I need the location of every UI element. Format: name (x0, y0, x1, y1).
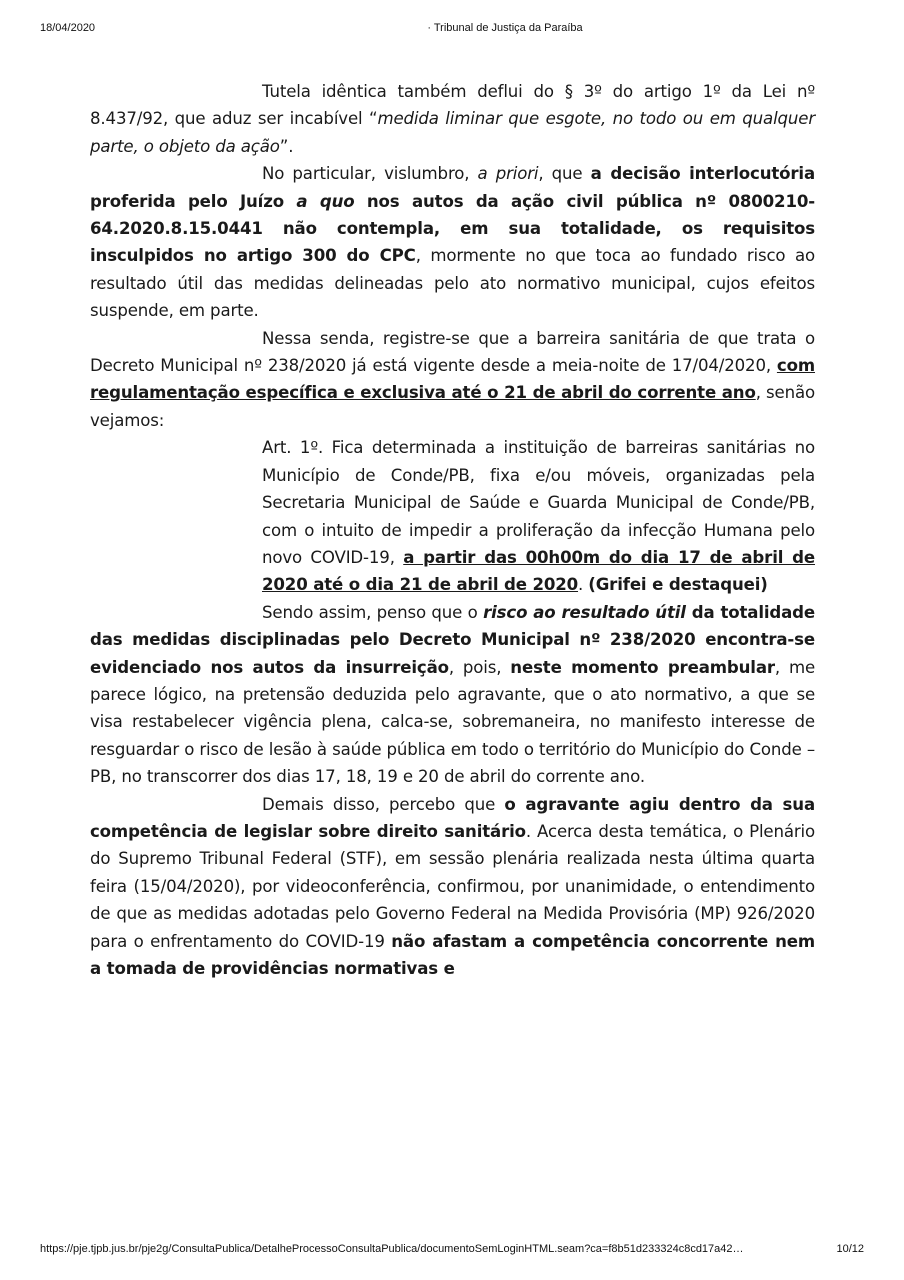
paragraph-4-text-3: , me parece lógico, na pretensão deduzida pelo agravante, que o ato normativo, a que se visa restabelecer vigência plena, calca-se, sobremaneira, no manifesto interesse de resguardar o risco de lesão à saúde pública em todo o território do Município do Conde – PB, no transcorrer dos dias 17, 18, 19 e 20 de abril do corrente ano. (90, 657, 816, 787)
paragraph-4-bold: da totalidade das medidas disciplinadas pelo Decreto Municipal nº 238/2020 encontra-se evidenciado nos autos da insurreição (90, 602, 816, 677)
paragraph-5-text-2: . Acerca desta temática, o Plenário do Supremo Tribunal Federal (STF), em sessão plenária realizada nesta última quarta feira (15/04/2020), por videoconferência, confirmou, por unanimidade, o entendimento de que as medidas adotadas pelo Governo Federal na Medida Provisória (MP) 926/2020 para o enfrentamento do COVID-19 (90, 821, 815, 951)
header-title: · Tribunal de Justiça da Paraíba (427, 22, 583, 34)
header-date: 18/04/2020 (40, 22, 96, 34)
paragraph-3 (90, 325, 815, 435)
paragraph-4 (90, 599, 815, 791)
paragraph-2 (90, 160, 815, 324)
paragraph-1-text: Tutela idêntica também deflui do § 3º do artigo 1º da Lei nº 8.437/92, que aduz ser incabível “ (90, 82, 815, 129)
paragraph-2-text: No particular, vislumbro, (262, 164, 478, 184)
paragraph-2-bold-2: nos autos da ação civil pública nº 0800210-64.2020.8.15.0441 não contempla, em sua totalidade, os requisitos insculpidos no artigo 300 do CPC (90, 191, 815, 266)
footer-page-number: 10/12 (836, 1243, 864, 1255)
paragraph-4-text: Sendo assim, penso que o (262, 602, 484, 622)
paragraph-5 (90, 791, 815, 983)
paragraph-5-text: Demais disso, percebo que (262, 794, 505, 814)
paragraph-5-bold: o agravante agiu dentro da sua competência de legislar sobre direito sanitário (90, 794, 815, 841)
paragraph-2-italic-a-priori: a priori (477, 164, 539, 184)
paragraph-1 (90, 78, 815, 160)
paragraph-4-text-2: , pois, (448, 657, 511, 677)
quote-sep: . (578, 575, 589, 595)
paragraph-2-bold-italic: a quo (296, 191, 355, 211)
paragraph-4-bold-2: neste momento preambular (510, 657, 775, 677)
paragraph-4-bold-italic: risco ao resultado útil (483, 602, 686, 622)
footer-url-link[interactable]: https://pje.tjpb.jus.br/pje2g/ConsultaPublica/DetalheProcessoConsultaPublica/documentoSemLoginHTML.seam?ca=f8b51d233324c8cd17a42… (40, 1243, 744, 1255)
paragraph-3-end: , senão vejamos: (90, 383, 815, 430)
paragraph-3-text: Nessa senda, registre-se que a barreira sanitária de que trata o Decreto Municipal nº 238/2020 já está vigente desde a meia-noite de 17/04/2020, (90, 328, 815, 376)
quote-note: (Grifei e destaquei) (588, 575, 768, 595)
quote-underlined: a partir das 00h00m do dia 17 de abril de 2020 até o dia 21 de abril de 2020 (262, 547, 815, 595)
quote-text: Art. 1º. Fica determinada a instituição de barreiras sanitárias no Município de Conde/PB, fixa e/ou móveis, organizadas pela Secretaria Municipal de Saúde e Guarda Municipal de Conde/PB, com o intuito de impedir a proliferação da infecção Humana pelo novo COVID-19, (262, 438, 815, 567)
paragraph-2-text-3: , mormente no que toca ao fundado risco ao resultado útil das medidas delineadas pelo ato normativo municipal, cujos efeitos suspende, em parte. (90, 246, 816, 321)
paragraph-1-end: ”. (279, 136, 294, 156)
quote-block (262, 434, 815, 598)
paragraph-1-italic: medida liminar que esgote, no todo ou em qualquer parte, o objeto da ação (90, 109, 816, 156)
paragraph-5-bold-2: não afastam a competência concorrente nem a tomada de providências normativas e (90, 931, 815, 978)
paragraph-2-bold: a decisão interlocutória proferida pelo Juízo (90, 164, 816, 211)
paragraph-2-text-2: , que (538, 164, 591, 184)
document-body (90, 78, 815, 982)
paragraph-3-underlined: com regulamentação específica e exclusiva até o 21 de abril do corrente ano (90, 356, 815, 403)
